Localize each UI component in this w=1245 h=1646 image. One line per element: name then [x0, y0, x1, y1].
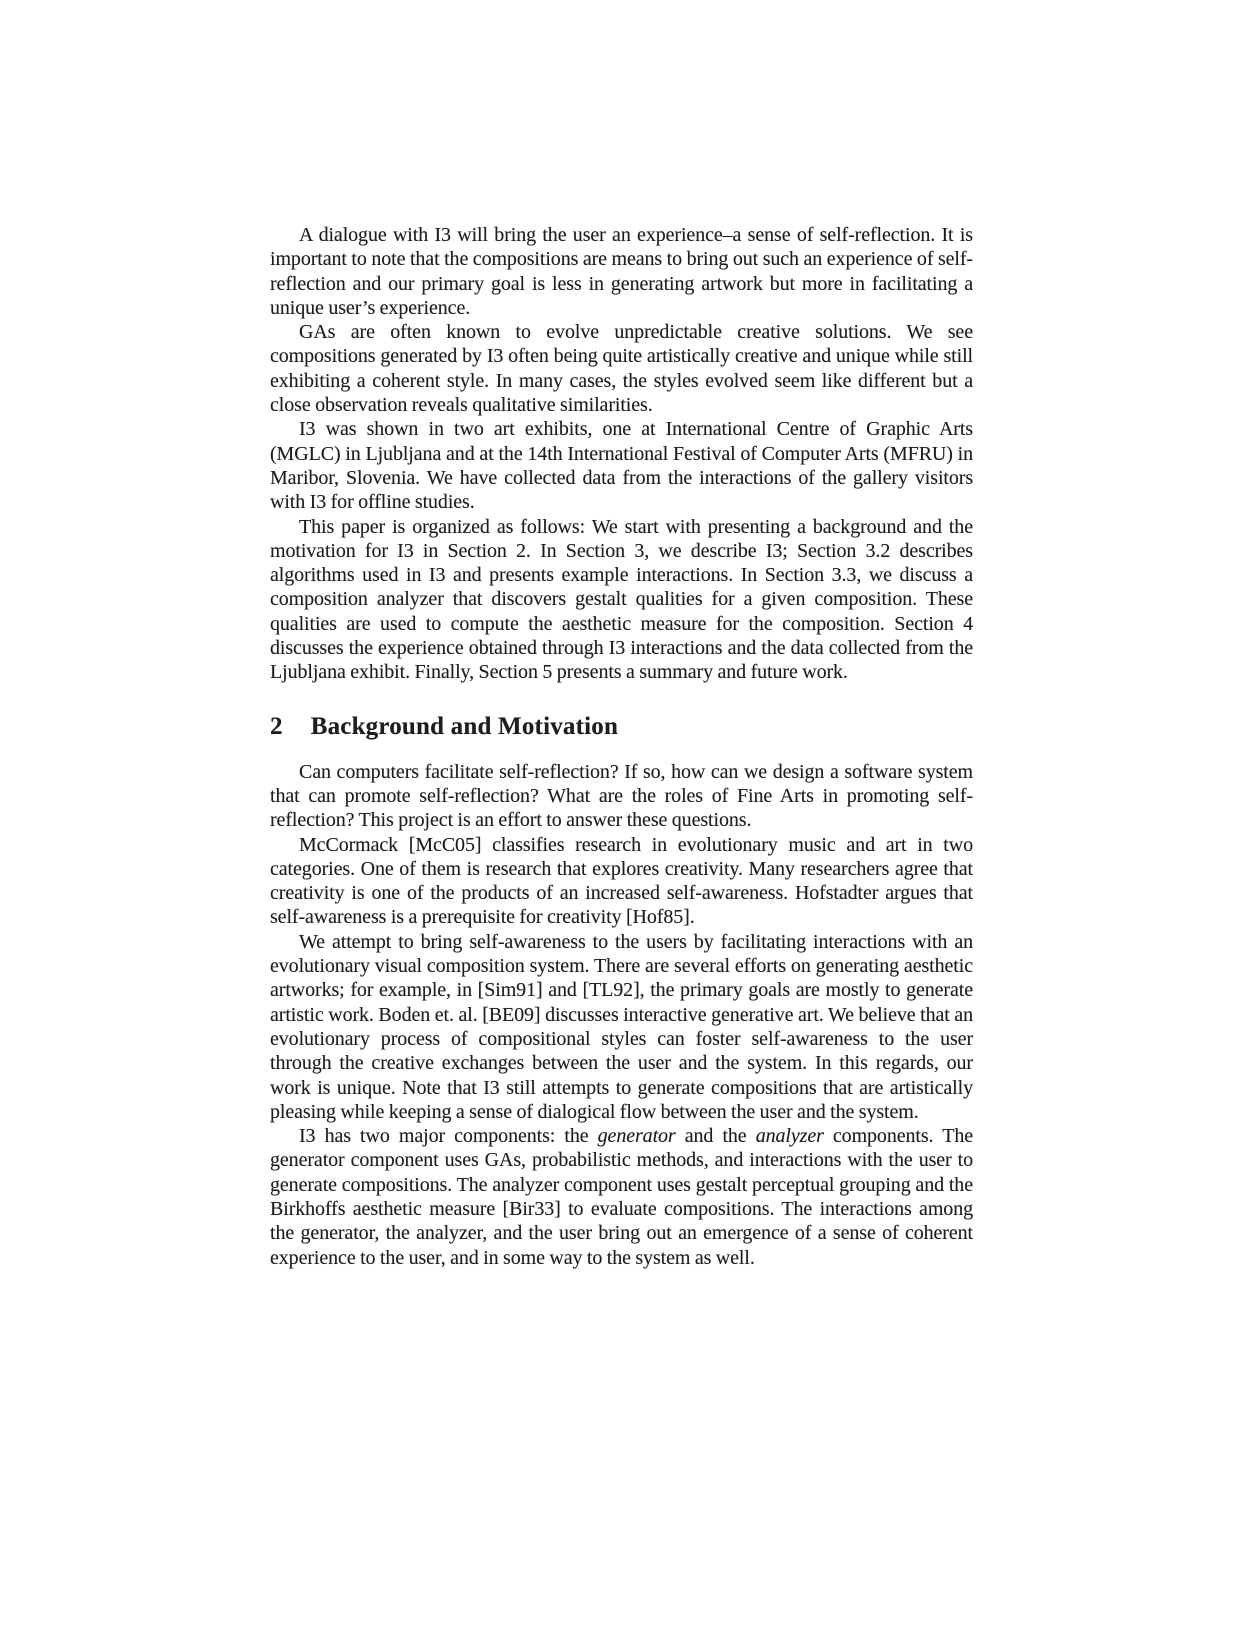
- text-run: I3 was shown in two art exhibits, one at International Centre of Graphic Arts (MGLC) in Ljubljana and at the 14th International Festival of Computer Arts (MFRU) in Maribor, Slovenia. We have collected data from the interactions of the gallery visitors with I3 for offline studies.: [270, 418, 973, 514]
- paragraph: [270, 833, 973, 930]
- emphasized-text: generator: [597, 1125, 676, 1148]
- paragraph: [270, 1124, 973, 1270]
- section-title: Background and Motivation: [310, 712, 619, 740]
- text-run: We attempt to bring self-awareness to the users by facilitating interactions with an evolutionary visual composition system. There are several efforts on generating aesthetic artworks; for example, in [Sim91] and [TL92], the primary goals are mostly to generate artistic work. Boden et. al. [BE09] discusses interactive generative art. We believe that an evolutionary process of compositional styles can foster self-awareness to the user through the creative exchanges between the user and the system. In this regards, our work is unique. Note that I3 still attempts to generate compositions that are artistically pleasing while keeping a sense of dialogical flow between the user and the system.: [270, 930, 973, 1123]
- paragraph: [270, 515, 973, 685]
- section-number: 2: [270, 712, 283, 740]
- paragraph: [270, 930, 973, 1124]
- text-run: and the: [675, 1125, 756, 1148]
- text-run: McCormack [McC05] classifies research in evolutionary music and art in two categories. One of them is research that explores creativity. Many researchers agree that creativity is one of the products of an increased self-awareness. Hofstadter argues that self-awareness is a prerequisite for creativity [Hof85].: [270, 833, 973, 929]
- text-run: I3 has two major components: the: [299, 1125, 598, 1148]
- text-run: A dialogue with I3 will bring the user an experience–a sense of self-reflection. It is important to note that the compositions are means to bring out such an experience of self-reflection and our primary goal is less in generating artwork but more in facilitating a unique user’s experience.: [270, 224, 973, 319]
- emphasized-text: analyzer: [755, 1125, 824, 1148]
- intro-paragraphs: [270, 223, 973, 685]
- text-run: Can computers facilitate self-reflection? If so, how can we design a software system that can promote self-reflection? What are the roles of Fine Arts in promoting self-reflection? This project is an effort to answer these questions.: [270, 760, 973, 832]
- section-paragraphs: [270, 760, 973, 1270]
- paragraph: [270, 760, 973, 833]
- text-run: This paper is organized as follows: We start with presenting a background and the motivation for I3 in Section 2. In Section 3, we describe I3; Section 3.2 describes algorithms used in I3 and presents example interactions. In Section 3.3, we discuss a composition analyzer that discovers gestalt qualities for a given composition. These qualities are used to compute the aesthetic measure for the composition. Section 4 discusses the experience obtained through I3 interactions and the data collected from the Ljubljana exhibit. Finally, Section 5 presents a summary and future work.: [270, 515, 973, 684]
- page-text-block: [270, 223, 973, 1270]
- paragraph: [270, 223, 973, 320]
- text-run: components. The generator component uses GAs, probabilistic methods, and interactions with the user to generate compositions. The analyzer component uses gestalt perceptual grouping and the Birkhoffs aesthetic measure [Bir33] to evaluate compositions. The interactions among the generator, the analyzer, and the user bring out an emergence of a sense of coherent experience to the user, and in some way to the system as well.: [270, 1125, 974, 1269]
- text-run: GAs are often known to evolve unpredictable creative solutions. We see compositions generated by I3 often being quite artistically creative and unique while still exhibiting a coherent style. In many cases, the styles evolved seem like different but a close observation reveals qualitative similarities.: [270, 321, 973, 417]
- paragraph: [270, 417, 973, 514]
- section-heading: [270, 713, 973, 740]
- paragraph: [270, 320, 973, 417]
